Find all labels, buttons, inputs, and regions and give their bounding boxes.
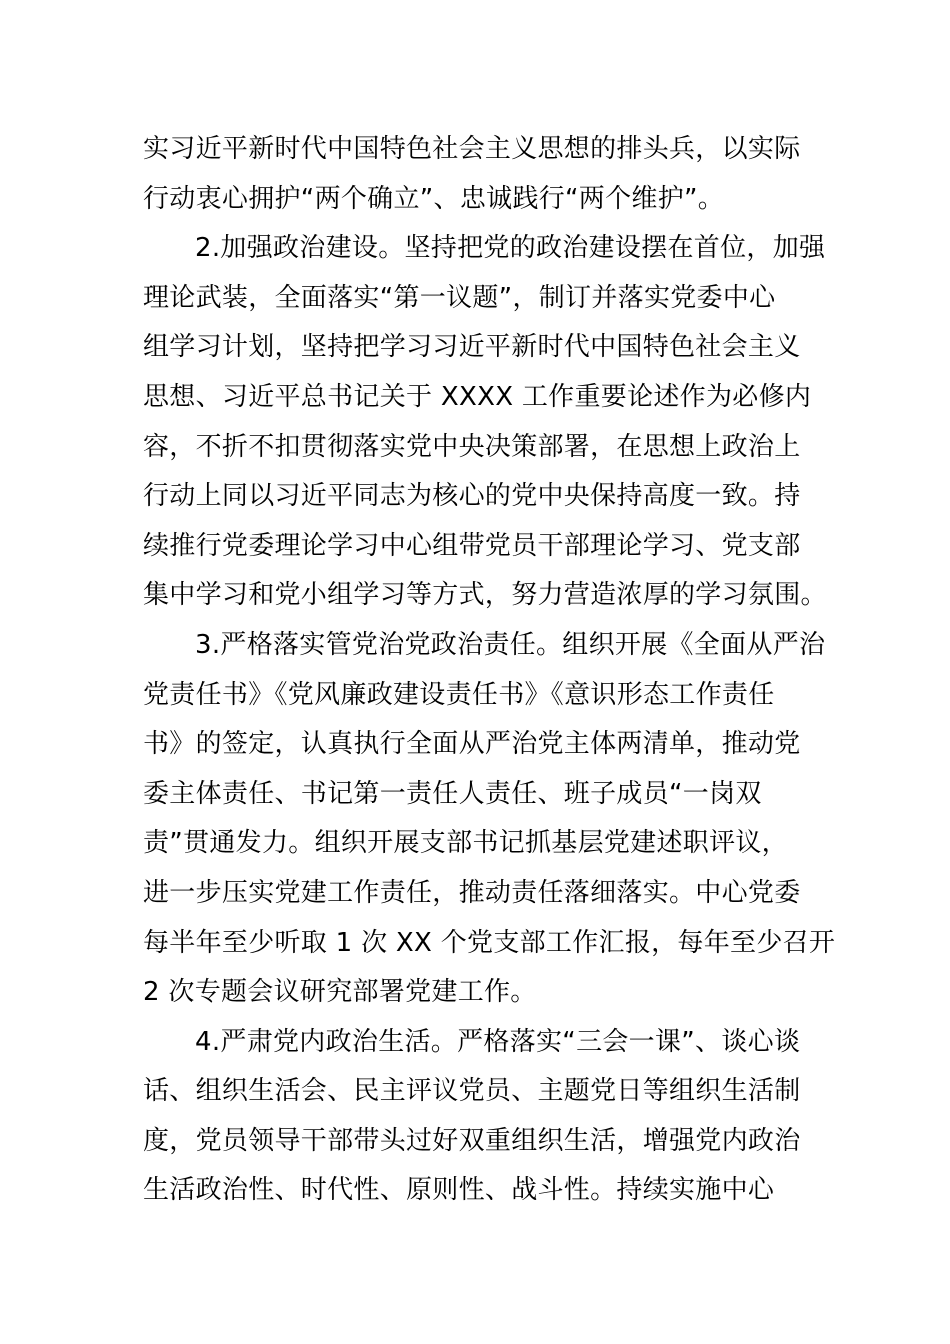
text-line: 续推行党委理论学习中心组带党员干部理论学习、党支部	[143, 530, 801, 561]
text-line: 实习近平新时代中国特色社会主义思想的排头兵，以实际	[143, 134, 801, 164]
text-line: 2 次专题会议研究部署党建工作。	[143, 977, 537, 1008]
text-line: 话、组织生活会、民主评议党员、主题党日等组织生活制	[143, 1076, 801, 1107]
text-line: 书》的签定，认真执行全面从严治党主体两清单，推动党	[143, 729, 801, 760]
text-line: 党责任书》《党风廉政建设责任书》《意识形态工作责任	[143, 679, 775, 710]
paragraph-heading-line: 2.加强政治建设。坚持把党的政治建设摆在首位，加强	[195, 233, 826, 264]
text-line: 度，党员领导干部带头过好双重组织生活，增强党内政治	[143, 1125, 801, 1156]
text-line: 委主体责任、书记第一责任人责任、班子成员“一岗双	[143, 778, 762, 809]
text-line: 行动上同以习近平同志为核心的党中央保持高度一致。持	[143, 481, 801, 512]
paragraph-heading-line: 3.严格落实管党治党政治责任。组织开展《全面从严治	[195, 629, 826, 660]
text-line: 行动衷心拥护“两个确立”、忠诚践行“两个维护”。	[143, 183, 725, 214]
paragraph-heading-line: 4.严肃党内政治生活。严格落实“三会一课”、谈心谈	[195, 1026, 801, 1057]
text-line: 生活政治性、时代性、原则性、战斗性。持续实施中心	[143, 1175, 775, 1206]
text-line: 思想、习近平总书记关于 XXXX 工作重要论述作为必修内	[143, 381, 812, 412]
text-line: 每半年至少听取 1 次 XX 个党支部工作汇报，每年至少召开	[143, 927, 836, 958]
body-text	[143, 125, 836, 1216]
text-line: 责”贯通发力。组织开展支部书记抓基层党建述职评议，	[143, 828, 788, 859]
text-line: 理论武装，全面落实“第一议题”，制订并落实党委中心	[143, 282, 776, 313]
text-line: 集中学习和党小组学习等方式，努力营造浓厚的学习氛围。	[143, 580, 827, 611]
text-line: 进一步压实党建工作责任，推动责任落细落实。中心党委	[143, 877, 801, 908]
text-line: 容，不折不扣贯彻落实党中央决策部署，在思想上政治上	[143, 431, 801, 462]
text-line: 组学习计划，坚持把学习习近平新时代中国特色社会主义	[143, 332, 801, 363]
